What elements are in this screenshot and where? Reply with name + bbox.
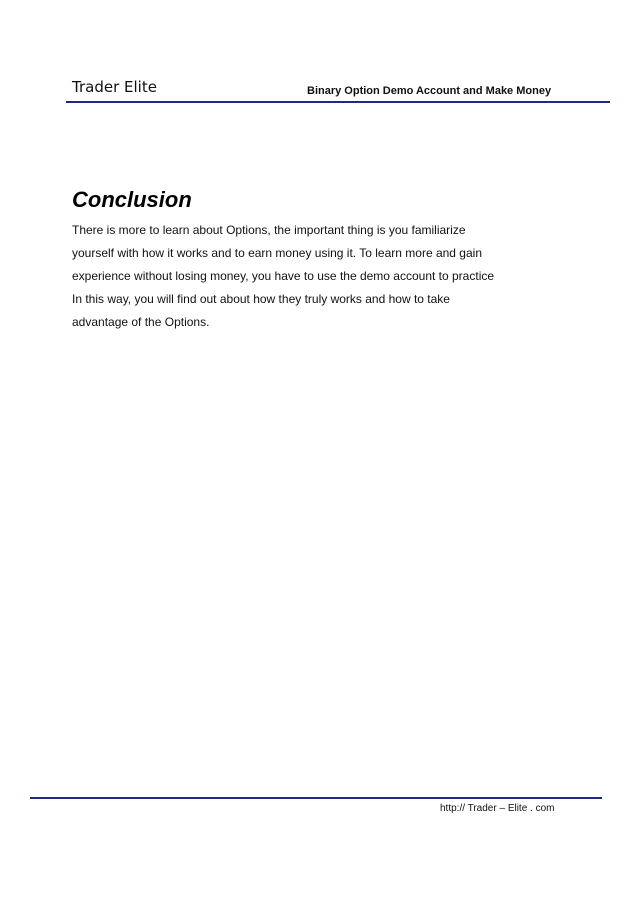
header-site-name: Trader Elite	[72, 78, 157, 96]
body-paragraph: There is more to learn about Options, the important thing is you familiarize yourself with how it works and to earn money using it. To learn more and gain experience without losing money, you have to use the demo account to practice In this way, you will find out about how they truly works and how to take advantage of the Options.	[72, 223, 495, 329]
footer-divider	[30, 797, 602, 799]
footer-url: http:// Trader – Elite . com	[440, 803, 555, 814]
section-heading: Conclusion	[72, 187, 192, 212]
header-divider	[66, 101, 610, 103]
header-document-title: Binary Option Demo Account and Make Money	[307, 85, 552, 97]
